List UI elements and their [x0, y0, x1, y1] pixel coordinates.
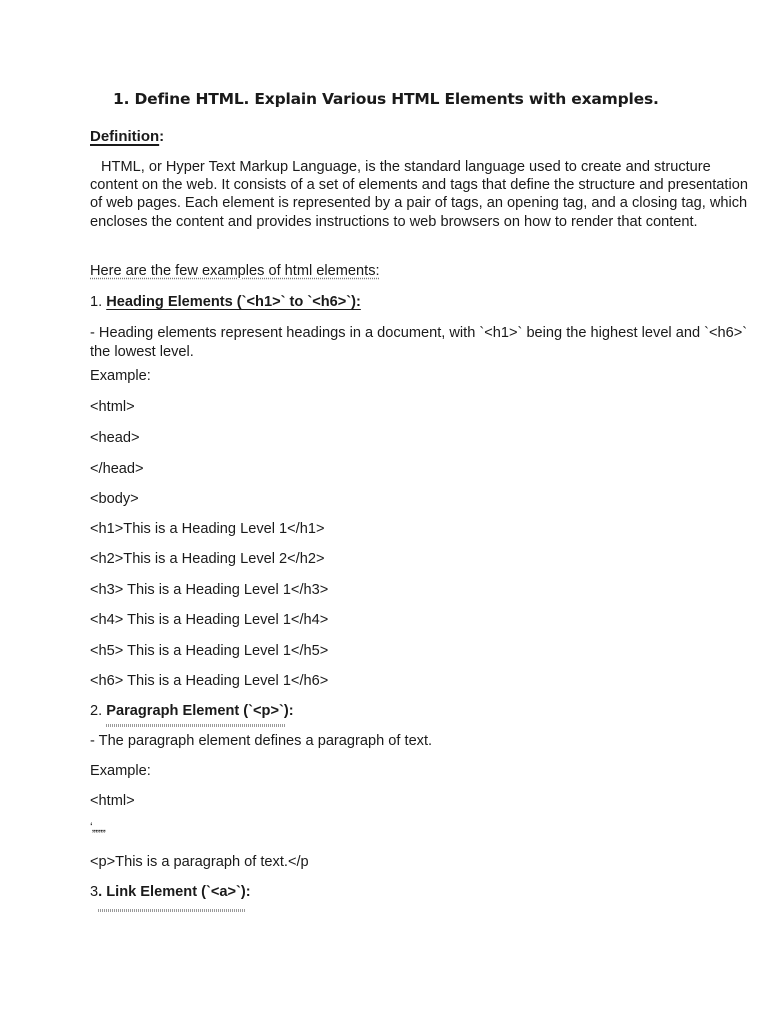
section1-example-label: Example: [90, 368, 151, 384]
section3-number: 3 [90, 884, 99, 900]
section2-description: - The paragraph element defines a paragraph of text. [90, 733, 433, 749]
section3-heading [90, 883, 251, 901]
page-title: 1. Define HTML. Explain Various HTML Elements with examples. [113, 90, 659, 108]
section1-heading-text: Heading Elements (`<h1>` to `<h6>`): [106, 294, 361, 310]
definition-colon: : [159, 128, 165, 145]
code-line: <h6> This is a Heading Level 1</h6> [90, 673, 329, 689]
section3-heading-text: . Link Element (`<a>`): [98, 884, 251, 900]
section1-description: - Heading elements represent headings in a document, with `<h1>` being the highest level and `<h6>` the lowest level. [90, 325, 748, 360]
code-line: <p>This is a paragraph of text.</p [90, 854, 309, 870]
definition-label [90, 128, 164, 145]
code-line: <head> [90, 430, 140, 446]
code-line: ‘‚‚‚‚‚‚‚‚ [90, 820, 105, 834]
definition-paragraph: HTML, or Hyper Text Markup Language, is the standard language used to create and structure content on the web. It consists of a set of elements and tags that define the structure and presentation of web pages. Each element is represented by a pair of tags, an opening tag, and a closing tag, which encloses the content and provides instructions to web browsers on how to render that content. [90, 159, 748, 230]
section1-number: 1. [90, 294, 107, 310]
section2-heading-text: Paragraph Element (`<p>`): [106, 703, 294, 719]
spellcheck-squiggle [106, 724, 286, 727]
section1-heading [90, 293, 361, 311]
definition-label-text: Definition [90, 128, 160, 145]
code-line: <h3> This is a Heading Level 1</h3> [90, 582, 329, 598]
code-line: </head> [90, 461, 144, 477]
code-line: <h2>This is a Heading Level 2</h2> [90, 551, 325, 567]
intro-text: Here are the few examples of html elements: [90, 263, 380, 279]
section2-number: 2. [90, 703, 107, 719]
code-line: <body> [90, 491, 139, 507]
spellcheck-squiggle [98, 909, 246, 912]
code-line: <h4> This is a Heading Level 1</h4> [90, 612, 329, 628]
section2-heading [90, 702, 294, 720]
code-line: <h5> This is a Heading Level 1</h5> [90, 643, 329, 659]
code-line: <html> [90, 399, 135, 415]
code-line: <html> [90, 793, 135, 809]
intro-line [90, 262, 380, 280]
code-line: <h1>This is a Heading Level 1</h1> [90, 521, 325, 537]
section2-example-label: Example: [90, 763, 151, 779]
